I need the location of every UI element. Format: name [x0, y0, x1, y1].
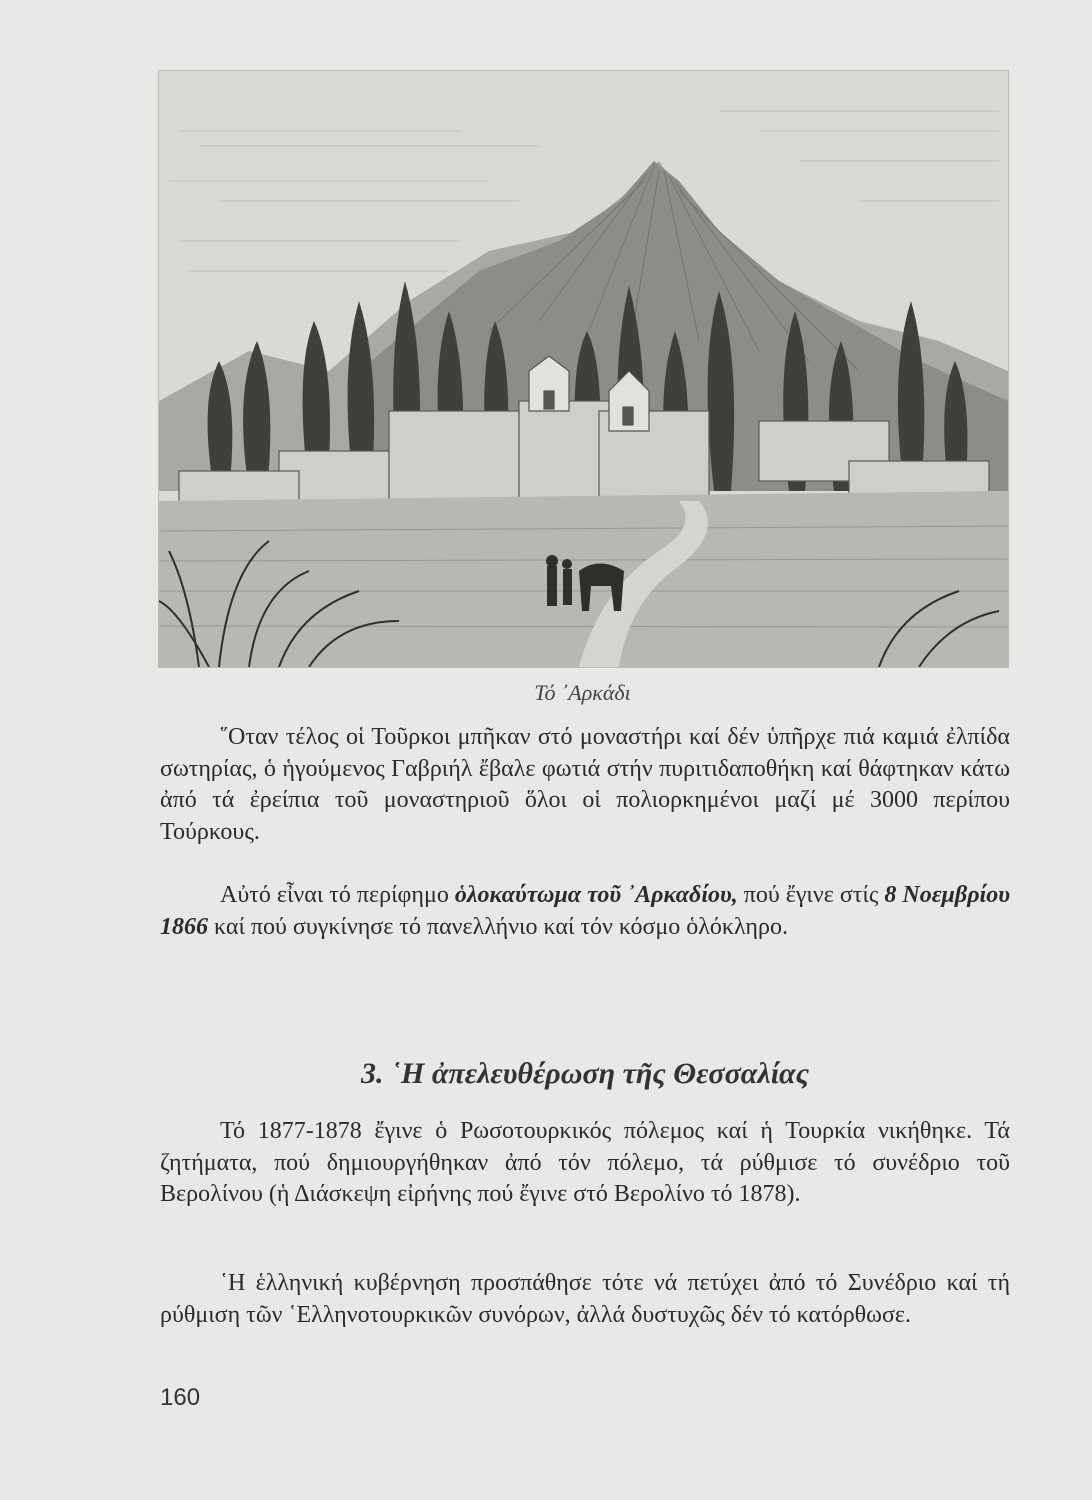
paragraph-2-highlight-date: 8 Νοεμβρίου 1866 [160, 882, 1010, 940]
paragraph-2 [160, 880, 1010, 943]
paragraph-2-text-c: πού ἔγινε στίς [737, 882, 885, 908]
paragraph-2-text-e: καί πού συγκίνησε τό πανελλήνιο καί τόν κόσμο ὁλόκληρο. [208, 913, 788, 940]
engraving-figure [158, 70, 1009, 668]
paragraph-4: ῾Η ἑλληνική κυβέρνηση προσπάθησε τότε νά πετύχει ἀπό τό Συνέδριο καί τή ρύθμιση τῶν ῾Ελληνοτουρκικῶν συνόρων, ἀλλά δυστυχῶς δέν τό κατόρθωσε. [160, 1270, 1010, 1328]
paragraph-2-highlight-event: ὁλοκαύτωμα τοῦ ᾿Αρκαδίου, [454, 882, 738, 908]
figure-caption: Τό ᾿Αρκάδι [534, 680, 631, 705]
page-number: 160 [160, 1384, 201, 1411]
section-heading: 3. ῾Η ἀπελευθέρωση τῆς Θεσσαλίας [361, 1057, 809, 1090]
paragraph-2-text-a: Αὐτό εἶναι τό περίφημο [220, 882, 455, 908]
monastery-engraving [159, 71, 1008, 667]
paragraph-3: Τό 1877-1878 ἔγινε ὁ Ρωσοτουρκικός πόλεμος καί ἡ Τουρκία νικήθηκε. Τά ζητήματα, πού δημιουργήθηκαν ἀπό τόν πόλεμο, τά ρύθμισε τό συνέδριο τοῦ Βερολίνου (ἡ Διάσκεψη εἰρήνης πού ἔγινε στό Βερολίνο τό 1878). [160, 1118, 1010, 1207]
paragraph-1: ῞Οταν τέλος οἱ Τοῦρκοι μπῆκαν στό μοναστήρι καί δέν ὑπῆρχε πιά καμιά ἐλπίδα σωτηρίας, ὁ ἡγούμενος Γαβριήλ ἔβαλε φωτιά στήν πυριτιδαποθήκη καί θάφτηκαν κάτω ἀπό τά ἐρείπια τοῦ μοναστηριοῦ ὅλοι οἱ πολιορκημένοι μαζί μέ 3000 περίπου Τούρκους. [160, 724, 1010, 845]
